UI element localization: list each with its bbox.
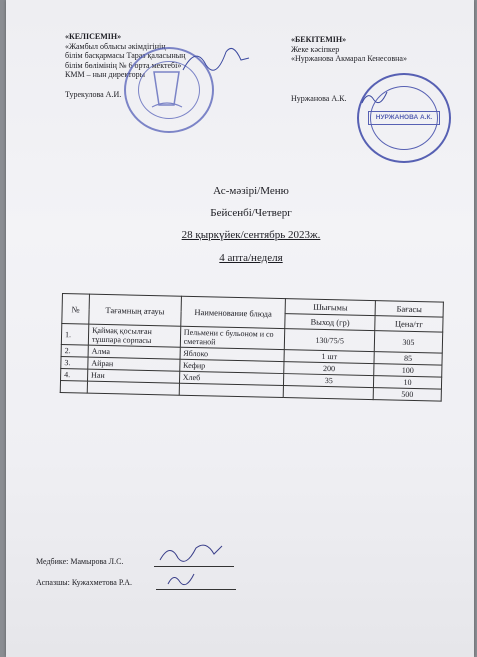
menu-table <box>60 293 444 402</box>
header-output-ru: Выход (гр) <box>285 314 375 331</box>
entrepreneur-signature-icon <box>360 88 390 108</box>
approval-right-line: Жеке кәсіпкер <box>291 44 340 54</box>
row-name-kz: Қаймақ қосылған тұшпара сорпасы <box>88 324 180 347</box>
row-no: 4. <box>61 368 88 381</box>
row-output: 130/75/5 <box>285 329 375 352</box>
row-output: 1 шт <box>284 350 374 364</box>
stamp-name: НУРЖАНОВА А.К. <box>368 111 440 125</box>
approval-right-line: «Нуржанова Акмарал Кенесовна» <box>291 54 407 63</box>
approval-left-line: білім бөлімінің № 6 орта мектебі» <box>65 60 182 70</box>
row-output: 35 <box>284 374 374 388</box>
menu-title: Ас-мәзірі/Меню <box>213 185 289 197</box>
row-price: 305 <box>374 331 442 354</box>
cook-signature-label: Аспазшы: Кужахметова Р.А. <box>36 578 133 587</box>
approval-right-heading: «БЕКІТЕМІН» <box>291 35 347 44</box>
approval-left-line: «Жамбыл облысы әкімдігінің <box>65 41 166 51</box>
date-title: 28 қыркүйек/сентябрь 2023ж. <box>181 229 321 241</box>
nurse-signature-label: Медбике: Мамырова Л.С. <box>36 557 124 566</box>
row-name-ru: Хлеб <box>179 371 284 385</box>
week-title: 4 апта/неделя <box>219 252 283 264</box>
header-name-kz: Тағамның атауы <box>89 294 181 326</box>
row-output: 200 <box>284 362 374 376</box>
approval-left-line: білім басқармасы Тараз қаласының <box>65 51 186 60</box>
row-name-kz: Нан <box>87 369 179 383</box>
day-title: Бейсенбі/Четверг <box>210 207 292 219</box>
nurse-signature-icon <box>156 540 226 570</box>
header-output-kz: Шығымы <box>285 299 375 316</box>
cook-signature-icon <box>164 568 204 592</box>
approval-left-line: КММ – нын директоры <box>65 70 145 79</box>
row-price: 10 <box>373 376 441 390</box>
header-price-ru: Цена/тг <box>375 316 443 333</box>
entrepreneur-stamp <box>357 73 451 163</box>
approval-left-heading: «КЕЛІСЕМІН» <box>65 32 122 41</box>
row-name-ru: Пельмени с бульоном и со сметаной <box>180 326 285 349</box>
document-sheet <box>6 0 474 657</box>
row-price: 85 <box>374 352 442 366</box>
header-price-kz: Бағасы <box>375 301 443 318</box>
director-signature-icon <box>181 40 251 80</box>
approval-right-signatory: Нуржанова А.К. <box>291 93 347 103</box>
row-name-ru: Яблоко <box>180 347 285 361</box>
header-name-ru: Наименование блюда <box>180 296 285 328</box>
row-no: 2. <box>61 344 88 357</box>
row-name-kz: Айран <box>88 357 180 371</box>
total-price: 500 <box>373 388 441 402</box>
row-price: 100 <box>374 364 442 378</box>
row-no: 1. <box>61 324 88 346</box>
row-name-kz: Алма <box>88 345 180 359</box>
approval-left-signatory: Турекулова А.И. <box>65 89 122 99</box>
row-no: 3. <box>61 356 88 369</box>
header-no: № <box>62 294 90 325</box>
row-name-ru: Кефир <box>179 359 284 373</box>
